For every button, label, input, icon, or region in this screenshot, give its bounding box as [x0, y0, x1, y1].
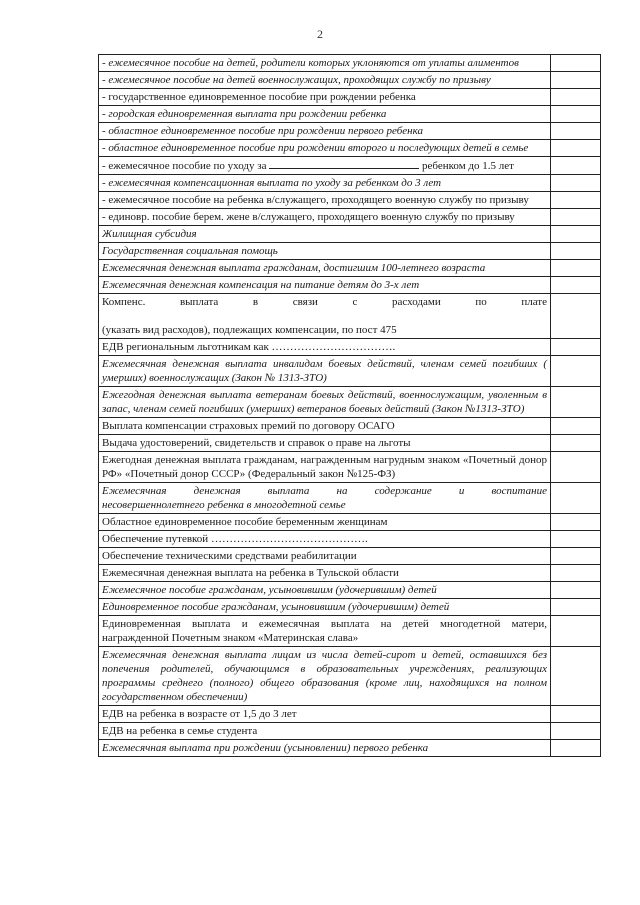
table-row	[99, 706, 601, 723]
table-row	[99, 157, 601, 175]
value-cell[interactable]	[551, 72, 601, 89]
benefit-name-cell	[99, 387, 551, 418]
benefit-name: - городская единовременная выплата при рождении ребенка	[102, 108, 387, 120]
table-row	[99, 647, 601, 706]
benefit-name: Областное единовременное пособие беременным женщинам	[102, 516, 388, 528]
benefit-name-cell	[99, 339, 551, 356]
benefit-name: Государственная социальная помощь	[102, 245, 278, 257]
benefit-name-cell	[99, 243, 551, 260]
benefit-name: Ежемесячная денежная выплата гражданам, достигшим 100-летнего возраста	[102, 262, 486, 274]
value-cell[interactable]	[551, 452, 601, 483]
table-row	[99, 582, 601, 599]
benefit-word: с	[352, 296, 358, 308]
benefit-name-cell	[99, 294, 551, 339]
benefit-name-cell	[99, 226, 551, 243]
benefits-table-body	[99, 55, 601, 757]
benefit-name: Единовременная выплата и ежемесячная выплата на детей многодетной матери, награжденной Почетным знаком «Материнская слава»	[102, 618, 547, 644]
benefit-name: - государственное единовременное пособие при рождении ребенка	[102, 91, 416, 103]
benefit-name-cell	[99, 260, 551, 277]
benefit-word: воспитание	[491, 485, 547, 497]
value-cell[interactable]	[551, 356, 601, 387]
value-cell[interactable]	[551, 243, 601, 260]
benefit-name-cell	[99, 740, 551, 757]
table-row	[99, 723, 601, 740]
benefit-name-cell	[99, 89, 551, 106]
benefit-name: Ежемесячная денежная компенсация на питание детям до 3-х лет	[102, 279, 420, 291]
value-cell[interactable]	[551, 55, 601, 72]
benefit-name-cell	[99, 599, 551, 616]
table-row	[99, 599, 601, 616]
benefit-name-cell	[99, 140, 551, 157]
benefit-name-part: ребенком до 1.5 лет	[422, 160, 514, 172]
value-cell[interactable]	[551, 387, 601, 418]
benefit-name-cell	[99, 531, 551, 548]
blank-space	[102, 309, 547, 323]
table-row	[99, 106, 601, 123]
value-cell[interactable]	[551, 647, 601, 706]
benefit-name: - ежемесячная компенсационная выплата по уходу за ребенком до 3 лет	[102, 177, 442, 189]
benefit-name-cell	[99, 647, 551, 706]
value-cell[interactable]	[551, 339, 601, 356]
benefit-name-cell	[99, 565, 551, 582]
value-cell[interactable]	[551, 740, 601, 757]
benefit-name: ЕДВ на ребенка в семье студента	[102, 725, 258, 737]
benefit-word: на	[336, 485, 348, 497]
benefit-name-cell	[99, 209, 551, 226]
benefit-word: Ежемесячная	[102, 485, 167, 497]
benefit-name-cell	[99, 418, 551, 435]
benefit-name-cell	[99, 72, 551, 89]
value-cell[interactable]	[551, 483, 601, 514]
benefit-name: Ежемесячная выплата при рождении (усыновлении) первого ребенка	[102, 742, 429, 754]
table-row	[99, 277, 601, 294]
benefit-name-cell	[99, 123, 551, 140]
benefit-name: Выплата компенсации страховых премий по договору ОСАГО	[102, 420, 395, 432]
table-row	[99, 72, 601, 89]
table-row	[99, 435, 601, 452]
benefit-name: Выдача удостоверений, свидетельств и справок о праве на льготы	[102, 437, 411, 449]
table-row	[99, 339, 601, 356]
benefit-name: - ежемесячное пособие на ребенка в/служащего, проходящего военную службу по призыву	[102, 194, 529, 206]
benefit-name: - областное единовременное пособие при рождении первого ребенка	[102, 125, 423, 137]
table-row	[99, 418, 601, 435]
benefit-name: Ежемесячная денежная выплата на ребенка в Тульской области	[102, 567, 399, 579]
table-row	[99, 123, 601, 140]
value-cell[interactable]	[551, 106, 601, 123]
value-cell[interactable]	[551, 209, 601, 226]
page-number: 2	[317, 27, 323, 41]
benefit-name: - единовр. пособие берем. жене в/служащего, проходящего военную службу по призыву	[102, 211, 515, 223]
benefit-word: связи	[292, 296, 318, 308]
benefit-name-cell	[99, 435, 551, 452]
value-cell[interactable]	[551, 294, 601, 339]
table-row	[99, 452, 601, 483]
benefit-name: Единовременное пособие гражданам, усыновившим (удочерившим) детей	[102, 601, 450, 613]
table-row	[99, 192, 601, 209]
benefit-name: - ежемесячное пособие на детей, родители которых уклоняются от уплаты алиментов	[102, 57, 519, 69]
table-row	[99, 140, 601, 157]
value-cell[interactable]	[551, 140, 601, 157]
benefit-name-cell	[99, 175, 551, 192]
benefit-name: - областное единовременное пособие при рождении второго и последующих детей в семье	[102, 142, 529, 154]
benefit-word: расходами	[392, 296, 441, 308]
value-cell[interactable]	[551, 514, 601, 531]
table-row	[99, 565, 601, 582]
table-row	[99, 514, 601, 531]
benefit-name-continuation: несовершеннолетнего ребенка в многодетной семье	[102, 499, 346, 511]
benefit-name-part: - ежемесячное пособие по уходу за	[102, 160, 267, 172]
benefit-name-cell	[99, 55, 551, 72]
benefit-name: Ежемесячная денежная выплата инвалидам боевых действий, членам семей погибших ( умерших) военнослужащих (Закон № 1313-ЗТО)	[102, 358, 547, 384]
benefit-word: выплата	[179, 296, 219, 308]
benefit-name-cell	[99, 157, 551, 175]
value-cell[interactable]	[551, 260, 601, 277]
benefit-word: и	[458, 485, 465, 497]
benefit-name-cell	[99, 706, 551, 723]
value-cell[interactable]	[551, 706, 601, 723]
table-row	[99, 531, 601, 548]
benefit-name-cell	[99, 514, 551, 531]
table-row	[99, 55, 601, 72]
benefit-name: Ежемесячная денежная выплата лицам из числа детей-сирот и детей, оставшихся без попечения родителей, обучающимся в образовательных учреждениях, реализующих программы среднего (полного) общего образования (кроме лиц, находящихся на полном государственном обеспечении)	[102, 649, 547, 703]
benefit-name: Ежемесячное пособие гражданам, усыновившим (удочерившим) детей	[102, 584, 437, 596]
benefit-name-cell	[99, 483, 551, 514]
value-cell[interactable]	[551, 89, 601, 106]
benefit-name-cell	[99, 616, 551, 647]
table-row	[99, 483, 601, 514]
benefit-name-cell	[99, 548, 551, 565]
benefit-name-cell	[99, 452, 551, 483]
benefit-name: Ежегодная денежная выплата ветеранам боевых действий, военнослужащим, уволенным в запас, членам семей погибших (умерших) ветеранов боевых действий (Закон №1313-ЗТО)	[102, 389, 547, 415]
table-row	[99, 175, 601, 192]
table-row	[99, 356, 601, 387]
benefit-word: по	[475, 296, 487, 308]
value-cell[interactable]	[551, 226, 601, 243]
benefit-name-cell	[99, 582, 551, 599]
benefit-name: Ежегодная денежная выплата гражданам, награжденным нагрудным знаком «Почетный донор РФ» «Почетный донор СССР» (Федеральный закон №125-ФЗ)	[102, 454, 547, 480]
benefit-name-cell	[99, 723, 551, 740]
value-cell[interactable]	[551, 582, 601, 599]
value-cell[interactable]	[551, 599, 601, 616]
table-row	[99, 243, 601, 260]
value-cell[interactable]	[551, 175, 601, 192]
spread-line	[102, 484, 547, 498]
table-row	[99, 89, 601, 106]
value-cell[interactable]	[551, 723, 601, 740]
benefit-word: Компенс.	[102, 296, 146, 308]
spread-line	[102, 295, 547, 309]
benefit-name: Обеспечение техническими средствами реабилитации	[102, 550, 357, 562]
benefit-name-cell	[99, 356, 551, 387]
table-row	[99, 209, 601, 226]
benefit-name: Жилищная субсидия	[102, 228, 197, 240]
benefit-name-cell	[99, 106, 551, 123]
benefit-word: содержание	[374, 485, 432, 497]
value-cell[interactable]	[551, 531, 601, 548]
benefit-word: выплата	[267, 485, 310, 497]
benefit-word: денежная	[193, 485, 241, 497]
value-cell[interactable]	[551, 548, 601, 565]
value-cell[interactable]	[551, 435, 601, 452]
table-row	[99, 548, 601, 565]
fill-in-blank[interactable]	[269, 158, 419, 169]
benefits-table	[98, 54, 601, 757]
benefit-word: в	[252, 296, 259, 308]
value-cell[interactable]	[551, 192, 601, 209]
value-cell[interactable]	[551, 157, 601, 175]
value-cell[interactable]	[551, 616, 601, 647]
benefit-name: - ежемесячное пособие на детей военнослужащих, проходящих службу по призыву	[102, 74, 491, 86]
value-cell[interactable]	[551, 123, 601, 140]
benefit-name: ЕДВ на ребенка в возрасте от 1,5 до 3 лет	[102, 708, 297, 720]
table-row	[99, 740, 601, 757]
table-row	[99, 616, 601, 647]
table-row	[99, 260, 601, 277]
benefit-name-cell	[99, 192, 551, 209]
value-cell[interactable]	[551, 418, 601, 435]
table-row	[99, 387, 601, 418]
value-cell[interactable]	[551, 277, 601, 294]
table-row	[99, 294, 601, 339]
table-row	[99, 226, 601, 243]
value-cell[interactable]	[551, 565, 601, 582]
benefit-name-cell	[99, 277, 551, 294]
benefit-name: ЕДВ региональным льготникам как …………………………….	[102, 341, 396, 353]
benefit-name: Обеспечение путевкой …………………………………….	[102, 533, 368, 545]
benefit-word: плате	[521, 296, 547, 308]
benefit-name-continuation: (указать вид расходов), подлежащих компенсации, по пост 475	[102, 324, 397, 336]
